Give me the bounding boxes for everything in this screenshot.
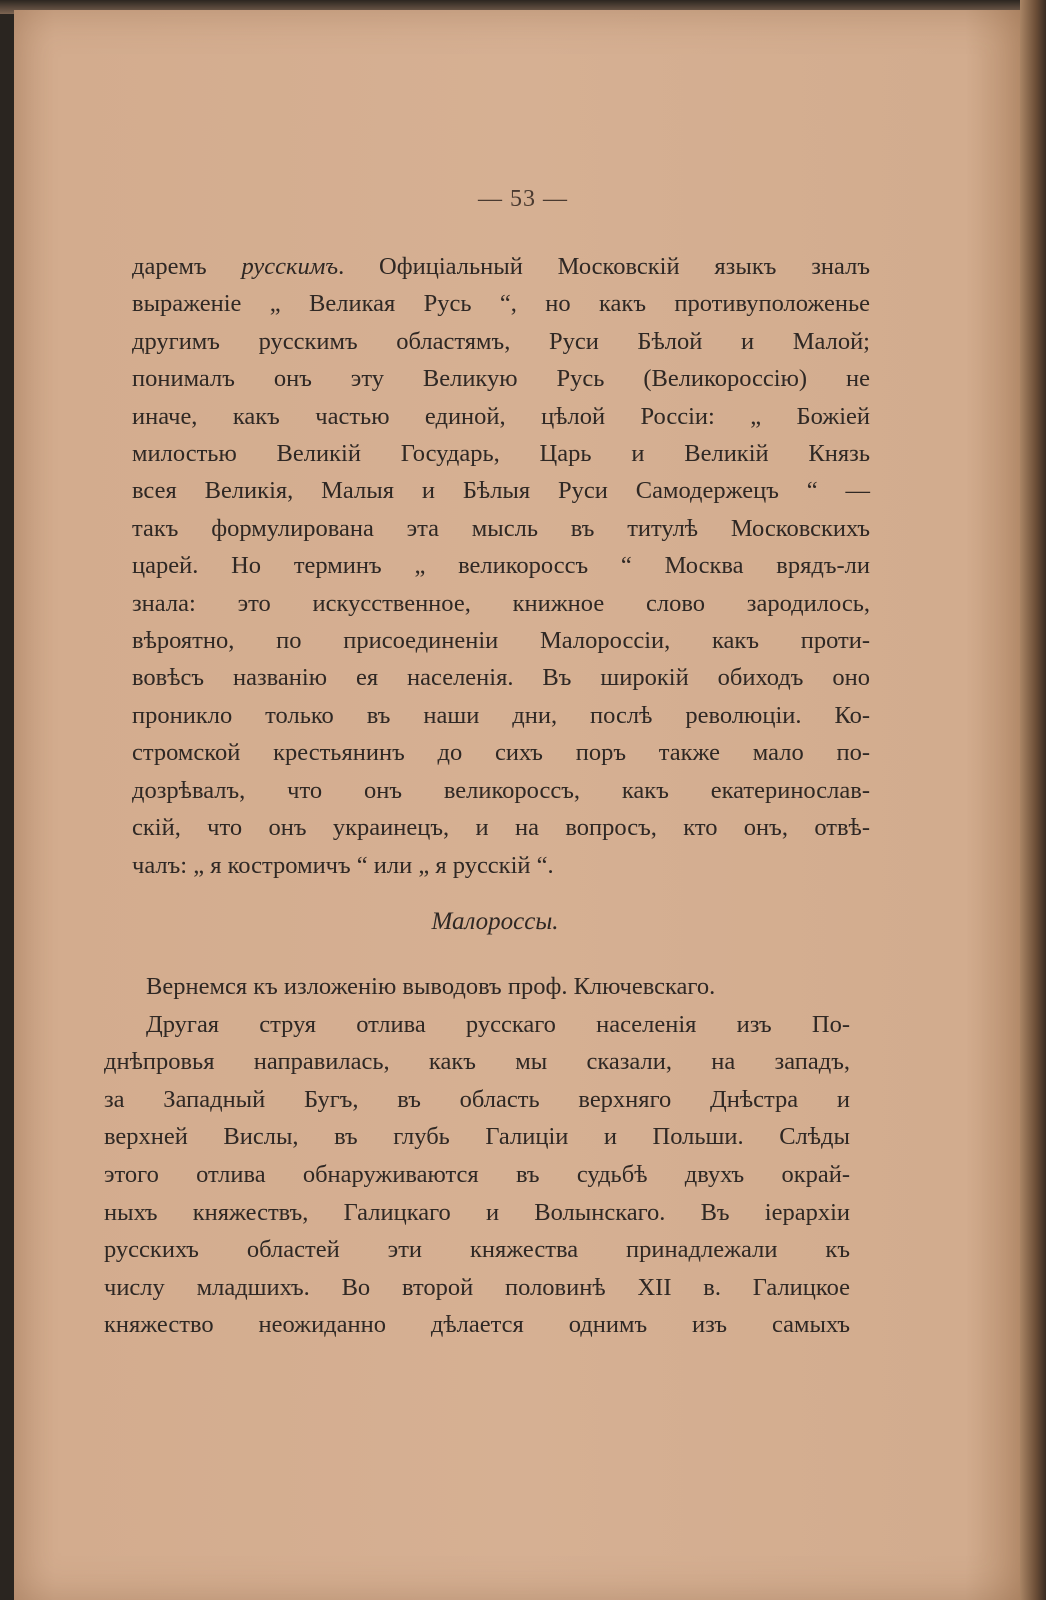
text-line: русскихъ областей эти княжества принадлежали къ bbox=[104, 1236, 850, 1264]
text-line: милостью Великій Государь, Царь и Великій Князь bbox=[132, 440, 870, 468]
text-line: такъ формулирована эта мысль въ титулѣ Московскихъ bbox=[132, 514, 870, 542]
text-line: днѣпровья направилась, какъ мы сказали, на западъ, bbox=[104, 1048, 850, 1076]
text-line: проникло только въ наши дни, послѣ революціи. Ко- bbox=[132, 701, 870, 729]
text-line: понималъ онъ эту Великую Русь (Великороссію) не bbox=[132, 365, 870, 393]
text-fragment: . Офиціальный Московскій языкъ зналъ bbox=[338, 253, 870, 280]
text-line: выраженіе „ Великая Русь “, но какъ противуположенье bbox=[132, 290, 870, 318]
text-line: вѣроятно, по присоединеніи Малороссіи, какъ проти- bbox=[132, 627, 870, 655]
text-line: стромской крестьянинъ до сихъ поръ также мало по- bbox=[132, 739, 870, 767]
text-line: другимъ русскимъ областямъ, Руси Бѣлой и Малой; bbox=[132, 327, 870, 355]
page-number: — 53 — bbox=[478, 186, 568, 212]
text-line: скій, что онъ украинецъ, и на вопросъ, кто онъ, отвѣ- bbox=[132, 814, 870, 842]
text-line: верхней Вислы, въ глубь Галиціи и Польши. Слѣды bbox=[104, 1123, 850, 1151]
text-line: царей. Но терминъ „ великороссъ “ Москва врядъ-ли bbox=[132, 552, 870, 580]
text-line: княжество неожиданно дѣлается однимъ изъ самыхъ bbox=[104, 1311, 850, 1339]
text-line: иначе, какъ частью единой, цѣлой Россіи: „ Божіей bbox=[132, 402, 870, 430]
text-line: всея Великія, Малыя и Бѣлыя Руси Самодержецъ “ — bbox=[132, 477, 870, 505]
emphasis-word: русскимъ bbox=[241, 253, 339, 280]
text-line: вовѣсъ названію ея населенія. Въ широкій обиходъ оно bbox=[132, 664, 870, 692]
book-spine-shadow bbox=[1020, 0, 1046, 1600]
text-line: числу младшихъ. Во второй половинѣ XII в. Галицкое bbox=[104, 1273, 850, 1301]
text-line: чалъ: „ я костромичъ “ или „ я русскій “. bbox=[132, 851, 554, 879]
paragraph-2 bbox=[104, 968, 850, 1344]
text-line: этого отлива обнаруживаются въ судьбѣ двухъ окрай- bbox=[104, 1160, 850, 1188]
paragraph-1 bbox=[132, 248, 870, 884]
text-line: Другая струя отлива русскаго населенія изъ По- bbox=[146, 1010, 850, 1038]
text-fragment: даремъ bbox=[132, 253, 242, 280]
text-line: ныхъ княжествъ, Галицкаго и Волынскаго. Въ іерархіи bbox=[104, 1198, 850, 1226]
text-line: знала: это искусственное, книжное слово зародилось, bbox=[132, 589, 870, 617]
text-line bbox=[132, 248, 870, 285]
text-line: дозрѣвалъ, что онъ великороссъ, какъ екатеринослав- bbox=[132, 776, 870, 804]
section-title: Малороссы. bbox=[431, 908, 559, 935]
text-line: Вернемся къ изложенію выводовъ проф. Ключевскаго. bbox=[146, 973, 716, 1000]
text-line: за Западный Бугъ, въ область верхняго Днѣстра и bbox=[104, 1085, 850, 1113]
